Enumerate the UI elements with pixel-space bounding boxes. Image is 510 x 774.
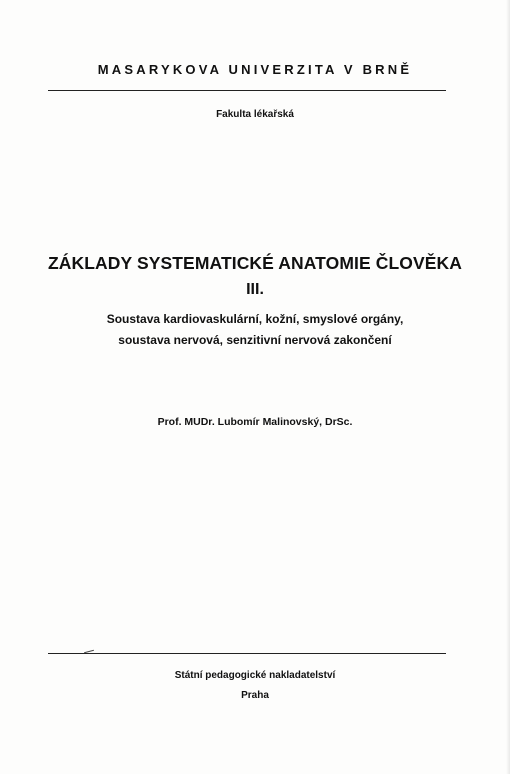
subtitle-line-1: Soustava kardiovaskulární, kožní, smyslové orgány,: [106, 312, 404, 326]
book-title: ZÁKLADY SYSTEMATICKÉ ANATOMIE ČLOVĚKA: [48, 253, 462, 273]
page-edge-shadow: [506, 0, 510, 774]
university-name: MASARYKOVA UNIVERZITA V BRNĚ: [97, 62, 413, 77]
bottom-divider: [48, 653, 446, 654]
publication-city: Praha: [241, 690, 269, 701]
subtitle-line-2: soustava nervová, senzitivní nervová zakončení: [118, 333, 392, 347]
publisher-name: Státní pedagogické nakladatelství: [174, 670, 336, 681]
faculty-name: Fakulta lékařská: [216, 109, 294, 120]
volume-number: III.: [246, 281, 264, 298]
top-divider: [48, 90, 446, 91]
author-name: Prof. MUDr. Lubomír Malinovský, DrSc.: [157, 416, 353, 428]
